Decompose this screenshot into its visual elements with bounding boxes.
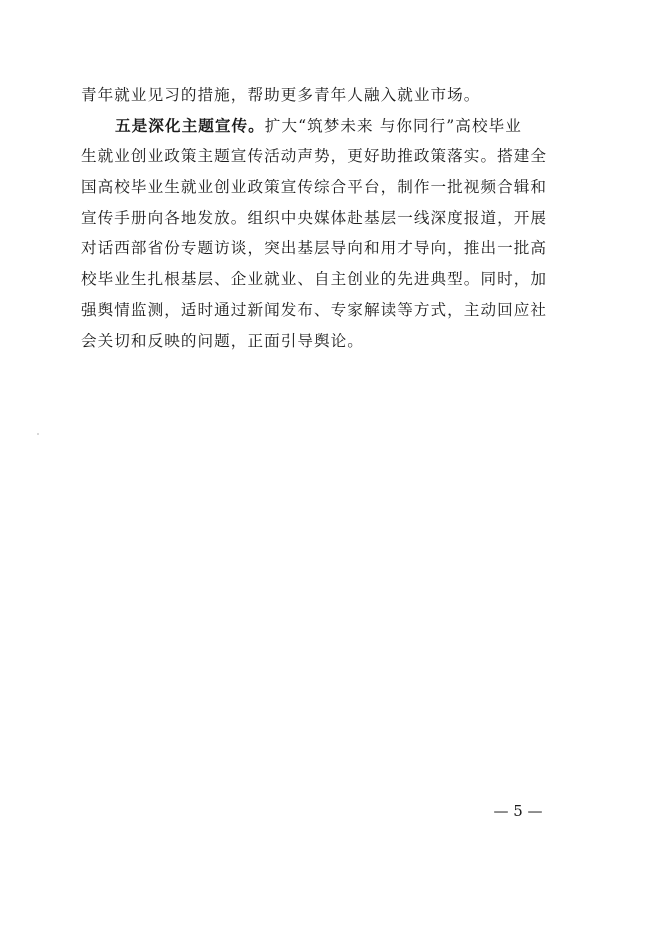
text-line-2-tail: “筑梦未来 与你同行”高校毕业 bbox=[298, 116, 522, 135]
text-line-3: 生就业创业政策主题宣传活动声势，更好助推政策落实。搭建全 bbox=[81, 147, 548, 166]
paragraph-heading: 五是深化主题宣传。 bbox=[115, 115, 265, 135]
text-line-9: 会关切和反映的问题，正面引导舆论。 bbox=[81, 331, 364, 350]
scan-speck bbox=[37, 433, 39, 435]
page-number: — 5 — bbox=[493, 802, 543, 820]
text-line-6: 对话西部省份专题访谈，突出基层导向和用才导向，推出一批高 bbox=[81, 239, 548, 258]
paragraph-heading-continuation: 扩大 bbox=[264, 116, 299, 135]
text-line-4: 国高校毕业生就业创业政策宣传综合平台，制作一批视频合辑和 bbox=[81, 178, 548, 197]
text-line-5: 宣传手册向各地发放。组织中央媒体赴基层一线深度报道，开展 bbox=[81, 208, 548, 227]
text-line-7: 校毕业生扎根基层、企业就业、自主创业的先进典型。同时，加 bbox=[81, 270, 548, 289]
document-body bbox=[81, 80, 573, 356]
text-line-8: 强舆情监测，适时通过新闻发布、专家解读等方式，主动回应社 bbox=[81, 300, 548, 319]
text-line-1: 青年就业见习的措施，帮助更多青年人融入就业市场。 bbox=[81, 86, 481, 104]
paragraph-first-line bbox=[81, 111, 573, 142]
